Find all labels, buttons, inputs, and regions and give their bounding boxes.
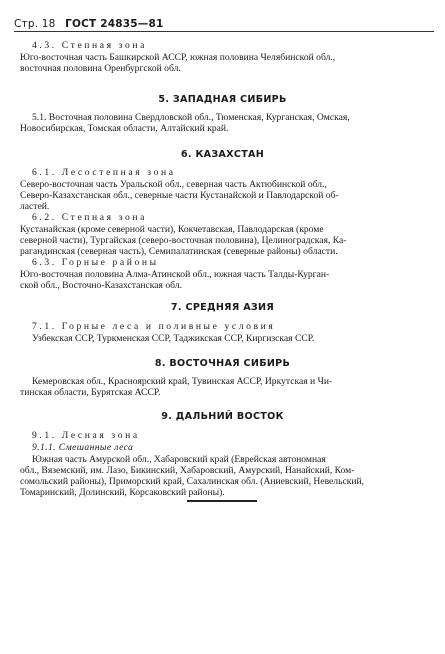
text-line: сомольский районы), Приморский край, Сахалинская обл. (Аниевский, Невельский, <box>20 476 365 487</box>
text-line: Северо-восточная часть Уральской обл., северная часть Актюбинской обл., <box>20 179 327 190</box>
text-line: Кемеровская обл., Красноярский край, Тувинская АССР, Иркутская и Чи- <box>32 376 333 387</box>
section-heading: 7. СРЕДНЯЯ АЗИЯ <box>170 302 275 313</box>
text-line: Кустанайская (кроме северной части), Кокчетавская, Павлодарская (кроме <box>20 224 324 235</box>
section-heading: 6. КАЗАХСТАН <box>180 149 265 160</box>
header-divider <box>14 31 434 32</box>
text-line: 5.1. Восточная половина Свердловской обл., Тюменская, Курганская, Омская, <box>32 112 350 123</box>
standard-code: ГОСТ 24835—81 <box>65 18 164 30</box>
text-line: Юго-восточная часть Башкирской АССР, южная половина Челябинской обл., <box>20 52 336 63</box>
text-line: обл., Вяземский, им. Лазо, Бикинский, Хабаровский, Амурский, Нанайский, Ком- <box>20 465 355 476</box>
subsection-title: 9.1. Лесная зона <box>32 430 140 441</box>
text-line: северной части), Тургайская (северо-восточная половина), Целиноградская, Ка- <box>20 235 347 246</box>
text-line: рагандинская (северная часть), Семипалатинская (северные районы) области. <box>20 246 338 257</box>
text-line: восточная половина Оренбургской обл. <box>20 63 181 74</box>
end-divider <box>187 500 257 502</box>
page-header <box>14 18 164 30</box>
text-line: ской обл., Восточно-Казахстанская обл. <box>20 280 182 291</box>
section-heading: 9. ДАЛЬНИЙ ВОСТОК <box>161 411 284 422</box>
subsection-title: 6.3. Горные районы <box>32 257 159 268</box>
subsubsection-title: 9.1.1. Смешанные леса <box>32 442 134 453</box>
text-line: тинская области, Бурятская АССР. <box>20 387 161 398</box>
subsection-title: 6.2. Степная зона <box>32 212 147 223</box>
text-line: Южная часть Амурской обл., Хабаровский край (Еврейская автономная <box>32 454 326 465</box>
text-line: Северо-Казахстанская обл., северные части Кустанайской и Павлодарской об- <box>20 190 339 201</box>
text-line: Юго-восточная половина Алма-Атинской обл., южная часть Талды-Курган- <box>20 269 330 280</box>
subsection-title: 6.1. Лесостепная зона <box>32 167 176 178</box>
text-line: Новосибирская, Томская области, Алтайский край. <box>20 123 229 134</box>
subsection-title: 7.1. Горные леса и поливные условия <box>32 321 276 332</box>
section-heading: 5. ЗАПАДНАЯ СИБИРЬ <box>158 94 287 105</box>
text-line: ластей. <box>20 201 50 212</box>
subsection-title: 4.3. Степная зона <box>32 40 147 51</box>
section-heading: 8. ВОСТОЧНАЯ СИБИРЬ <box>154 358 291 369</box>
text-line: Узбекская ССР, Туркменская ССР, Таджикская ССР, Киргизская ССР. <box>32 333 315 344</box>
page-number: Стр. 18 <box>14 18 56 30</box>
text-line: Томаринский, Долинский, Корсаковский районы). <box>20 487 225 498</box>
